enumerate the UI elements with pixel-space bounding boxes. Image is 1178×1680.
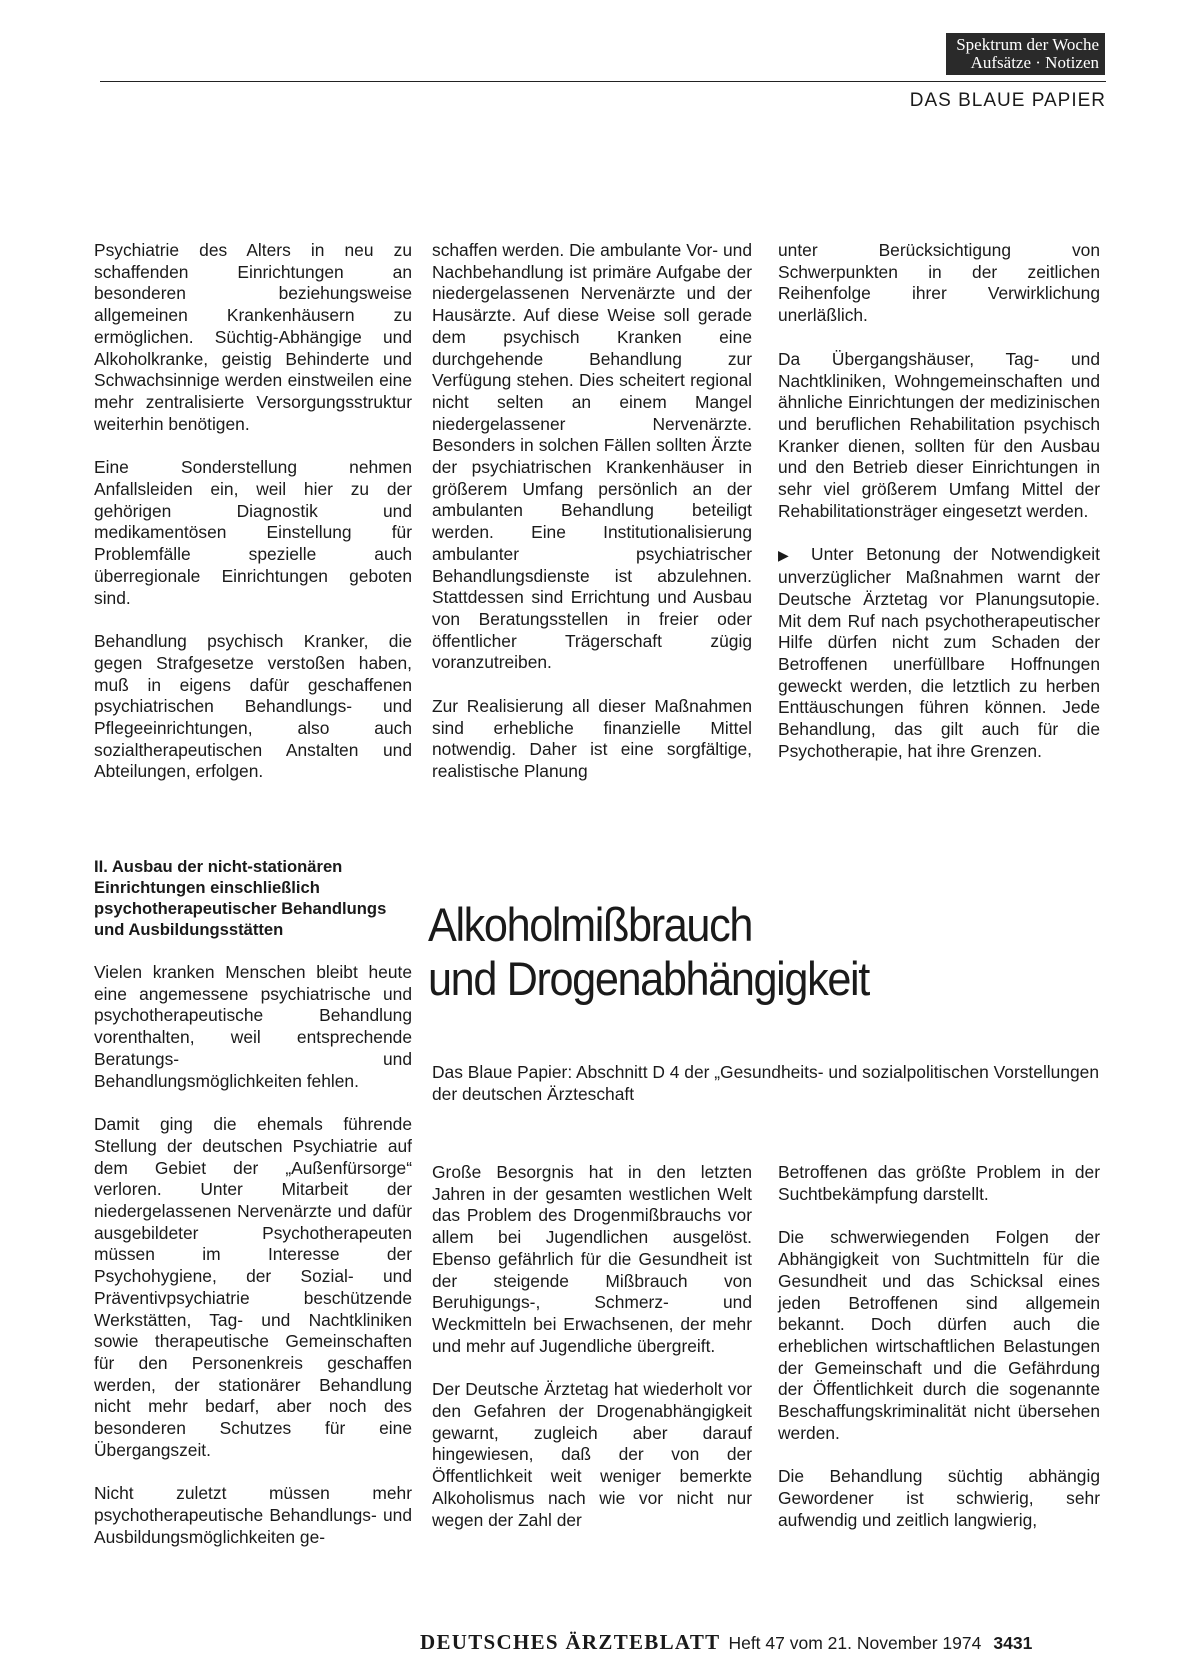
paragraph: Der Deutsche Ärztetag hat wiederholt vor den Gefahren der Drogenabhängigkeit gewarnt, zugleich aber darauf hingewiesen, daß der von der Öffentlichkeit weit weniger bemerkte Alkoholismus nach wie vor nicht nur wegen der Zahl der — [432, 1379, 752, 1530]
column-a — [94, 240, 412, 783]
paragraph: Behandlung psychisch Kranker, die gegen Strafgesetze verstoßen haben, muß in eigens dafür geschaffenen psychiatrischen Behandlungs- und Pflegeeinrichtungen, also auch sozialtherapeutischen Anstalten und Abteilungen, erfolgen. — [94, 631, 412, 782]
paragraph: Psychiatrie des Alters in neu zu schaffenden Einrichtungen an besonderen beziehungsweise allgemeinen Krankenhäusern zu ermöglichen. Süchtig-Abhängige und Alkoholkranke, geistig Behinderte und Schwachsinnige werden einstweilen eine mehr zentralisierte Versorgungsstruktur weiterhin benötigen. — [94, 240, 412, 434]
paragraph: Vielen kranken Menschen bleibt heute eine angemessene psychiatrische und psychotherapeutische Behandlung vorenthalten, weil entsprechende Beratungs- und Behandlungsmöglichkeiten fehlen. — [94, 962, 412, 1091]
page-number: 3431 — [993, 1633, 1033, 1653]
column-c — [778, 240, 1100, 762]
paragraph: Damit ging die ehemals führende Stellung der deutschen Psychiatrie auf dem Gebiet der „Außenfürsorge“ verloren. Unter Mitarbeit der niedergelassenen Nervenärzte und dafür ausgebildeter Psychotherapeuten müssen im Interesse der Psychohygiene, der Sozial- und Präventivpsychiatrie beschützende Werkstätten, Tag- und Nachtkliniken sowie therapeutische Gemeinschaften für den Personenkreis geschaffen werden, der stationärer Behandlung nicht mehr bedarf, aber noch des besonderen Schutzes für eine Übergangszeit. — [94, 1114, 412, 1460]
paragraph-text: Unter Betonung der Notwendigkeit unverzüglicher Maßnahmen warnt der Deutsche Ärztetag vor Planungsutopie. Mit dem Ruf nach psychotherapeutischer Hilfe dürfen nicht zum Schaden der Betroffenen unerfüllbare Hoffnungen geweckt werden, die letztlich zu herben Enttäuschungen führen können. Jede Behandlung, das gilt auch für die Psychotherapie, hat ihre Grenzen. — [778, 544, 1100, 761]
headline-line-2: und Drogenabhängigkeit — [428, 952, 869, 1005]
paragraph — [778, 544, 1100, 762]
page-footer — [420, 1630, 1110, 1656]
paragraph: Große Besorgnis hat in den letzten Jahren in der gesamten westlichen Welt das Problem des Drogenmißbrauchs vor allem bei Jugendlichen ausgelöst. Ebenso gefährlich für die Gesundheit ist der steigende Mißbrauch von Beruhigungs-, Schmerz- und Weckmitteln bei Erwachsenen, der mehr und mehr auf Jugendliche übergreift. — [432, 1162, 752, 1356]
column-d — [94, 962, 412, 1549]
paragraph: Eine Sonderstellung nehmen Anfallsleiden ein, weil hier zu der gehörigen Diagnostik und medikamentösen Einstellung für Problemfälle spezielle auch überregionale Einrichtungen geboten sind. — [94, 457, 412, 608]
article-headline — [428, 898, 1054, 1006]
badge-line-1: Spektrum der Woche — [956, 35, 1099, 54]
paragraph: Betroffenen das größte Problem in der Suchtbekämpfung darstellt. — [778, 1162, 1100, 1204]
section-subheading: II. Ausbau der nicht-stationären Einrichtungen einschließlich psychotherapeutischer Behandlungs und Ausbildungsstätten — [94, 857, 387, 939]
column-e — [432, 1162, 752, 1531]
article-lead: Das Blaue Papier: Abschnitt D 4 der „Gesundheits- und sozialpolitischen Vorstellungen der deutschen Ärzteschaft — [432, 1062, 1100, 1104]
paragraph: Da Übergangshäuser, Tag- und Nachtkliniken, Wohngemeinschaften und ähnliche Einrichtungen der medizinischen und beruflichen Rehabilitation psychisch Kranker dienen, sollten für den Ausbau und den Betrieb dieser Einrichtungen in sehr viel größerem Umfang Mittel der Rehabilitationsträger eingesetzt werden. — [778, 348, 1100, 521]
paragraph: schaffen werden. Die ambulante Vor- und Nachbehandlung ist primäre Aufgabe der niedergelassenen Nervenärzte und der Hausärzte. Auf diese Weise soll gerade dem psychisch Kranken eine durchgehende Behandlung zur Verfügung stehen. Dies scheitert regional nicht selten an einem Mangel niedergelassener Nervenärzte. Besonders in solchen Fällen sollten Ärzte der psychiatrischen Krankenhäuser in größerem Umfang persönlich an der ambulanten Behandlung beteiligt werden. Eine Institutionalisierung ambulanter psychiatrischer Behandlungsdienste ist abzulehnen. Stattdessen sind Errichtung und Ausbau von Beratungsstellen in freier oder öffentlicher Trägerschaft zügig voranzutreiben. — [432, 240, 752, 673]
section-badge — [946, 33, 1105, 75]
triangle-bullet-icon: ▶ — [778, 547, 797, 564]
header-rule — [100, 81, 1106, 82]
badge-line-2: Aufsätze · Notizen — [970, 53, 1099, 72]
issue-info: Heft 47 vom 21. November 1974 — [728, 1633, 982, 1653]
column-f — [778, 1162, 1100, 1532]
paragraph: Die Behandlung süchtig abhängig Gewordener ist schwierig, sehr aufwendig und zeitlich langwierig, — [778, 1466, 1100, 1530]
headline-line-1: Alkoholmißbrauch — [428, 898, 752, 951]
paragraph: Zur Realisierung all dieser Maßnahmen sind erhebliche finanzielle Mittel notwendig. Daher ist eine sorgfältige, realistische Planung — [432, 696, 752, 782]
journal-name: DEUTSCHES ÄRZTEBLATT — [420, 1630, 721, 1654]
section-label: DAS BLAUE PAPIER — [909, 90, 1106, 111]
paragraph: Nicht zuletzt müssen mehr psychotherapeutische Behandlungs- und Ausbildungsmöglichkeiten ge- — [94, 1483, 412, 1547]
column-b — [432, 240, 752, 783]
paragraph: Die schwerwiegenden Folgen der Abhängigkeit von Suchtmitteln für die Gesundheit und das Schicksal eines jeden Betroffenen sind allgemein bekannt. Doch dürfen auch die erheblichen wirtschaftlichen Belastungen der Gemeinschaft und die Gefährdung der Öffentlichkeit durch die sogenannte Beschaffungskriminalität nicht übersehen werden. — [778, 1227, 1100, 1443]
paragraph: unter Berücksichtigung von Schwerpunkten in der zeitlichen Reihenfolge ihrer Verwirklichung unerläßlich. — [778, 240, 1100, 326]
